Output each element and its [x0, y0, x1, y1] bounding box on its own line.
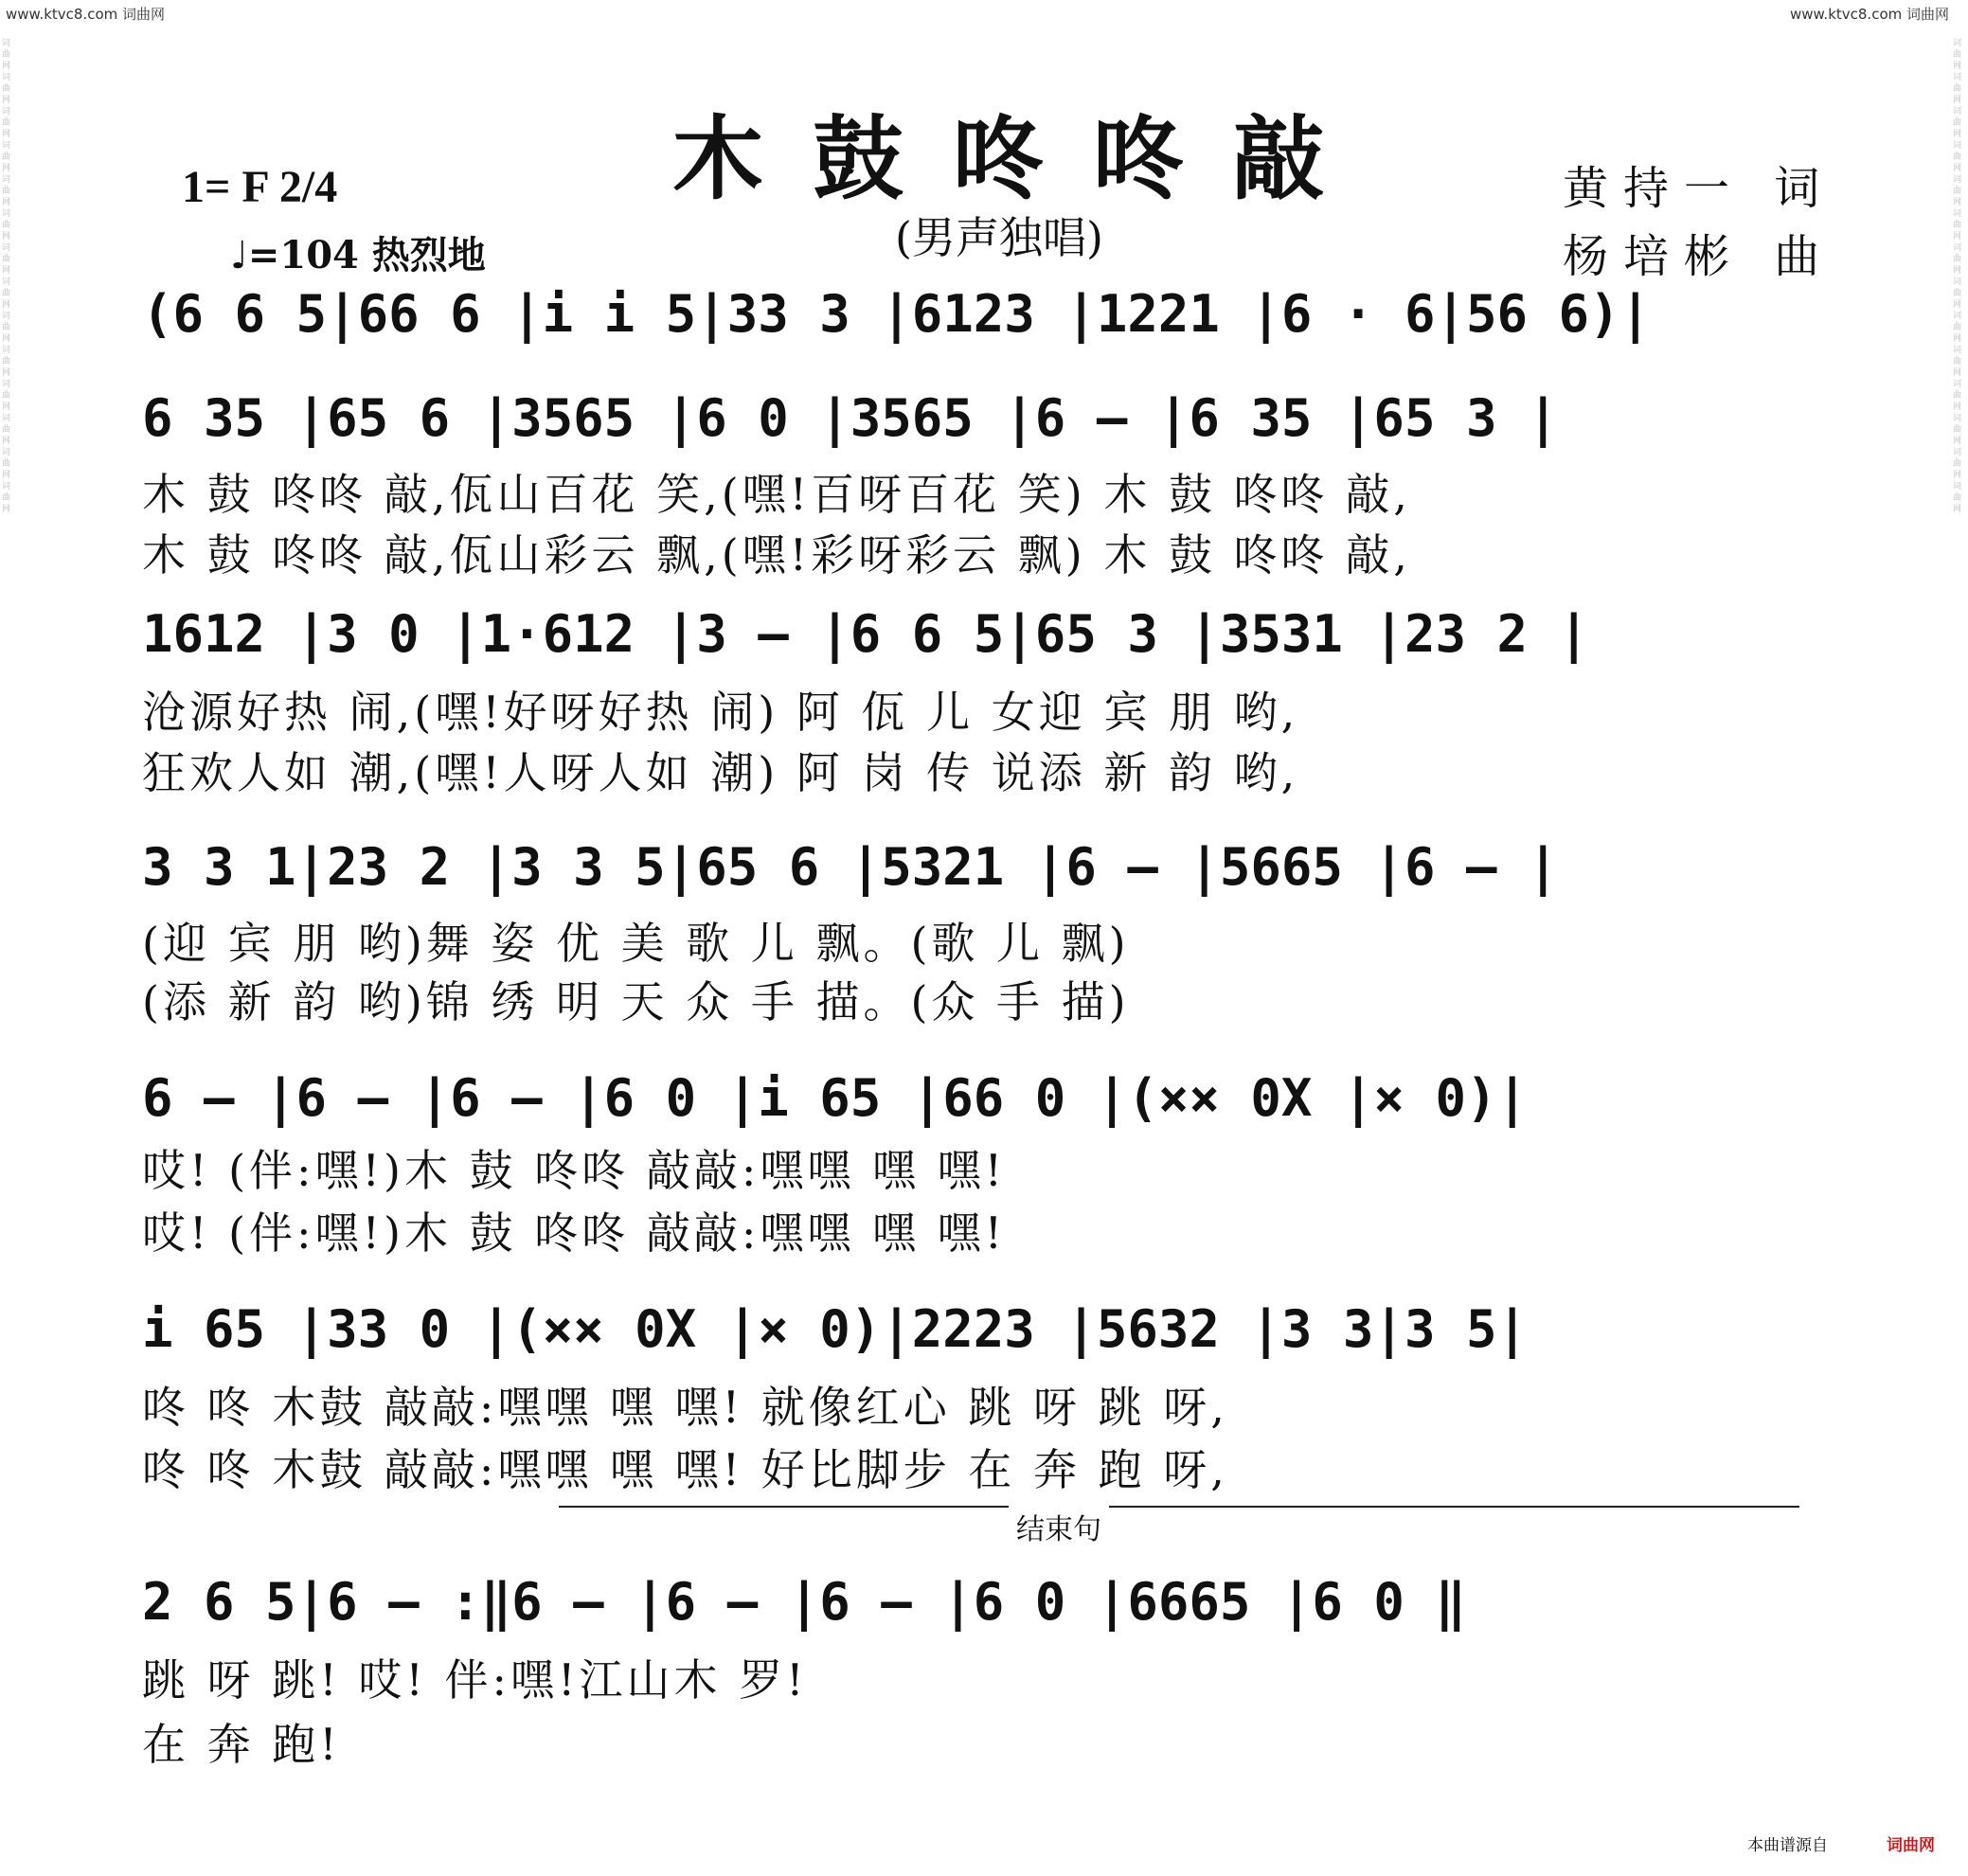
row-6-notes: 2 6 5|6 — :‖6 — |6 — |6 — |6 0 |6665 |6 0 ‖: [142, 1572, 1466, 1632]
row-3-lyrics-verse-1: (迎 宾 朋 哟)舞 姿 优 美 歌 儿 飘。(歌 儿 飘): [142, 918, 1130, 969]
subtitle: (男声独唱): [895, 212, 1103, 263]
intro-notes: (6 6 5|66 6 |i i 5|33 3 |6123 |1221 |6 · 6|56 6)|: [142, 284, 1652, 344]
key-signature: 1= F 2/4: [182, 162, 338, 212]
lyricist-credit: 黄持一 词: [1563, 162, 1835, 215]
tempo-marking: ♩=104 热烈地: [230, 233, 486, 277]
side-watermark-right: 词曲网词曲网词曲网词曲网词曲网词曲网词曲网词曲网词曲网词曲网词曲网词曲网词曲网词曲网: [1953, 39, 1962, 514]
ending-bracket: [559, 1506, 1799, 1536]
row-2-notes: 1612 |3 0 |1·612 |3 — |6 6 5|65 3 |3531 |23 2 |: [142, 604, 1590, 664]
row-4-notes: 6 — |6 — |6 — |6 0 |i 65 |66 0 |(×× 0X |× 0)|: [142, 1068, 1528, 1128]
row-4-lyrics-verse-1: 哎! (伴:嘿!)木 鼓 咚咚 敲敲:嘿嘿 嘿 嘿!: [142, 1145, 1007, 1196]
ending-label: 结束句: [1009, 1506, 1109, 1547]
watermark-right: www.ktvc8.com 词曲网: [1790, 6, 1950, 23]
row-5-lyrics-verse-2: 咚 咚 木鼓 敲敲:嘿嘿 嘿 嘿! 好比脚步 在 奔 跑 呀,: [142, 1444, 1228, 1495]
row-2-lyrics-verse-2: 狂欢人如 潮,(嘿!人呀人如 潮) 阿 岗 传 说添 新 韵 哟,: [142, 747, 1299, 798]
row-1-lyrics-verse-2: 木 鼓 咚咚 敲,佤山彩云 飘,(嘿!彩呀彩云 飘) 木 鼓 咚咚 敲,: [142, 529, 1411, 581]
song-title: 木鼓咚咚敲: [672, 105, 1373, 212]
footer-brand[interactable]: 词曲网: [1887, 1836, 1935, 1855]
row-3-notes: 3 3 1|23 2 |3 3 5|65 6 |5321 |6 — |5665 |6 — |: [142, 837, 1559, 897]
row-6-lyrics-verse-1: 跳 呀 跳! 哎! 伴:嘿!江山木 罗!: [142, 1654, 808, 1706]
row-3-lyrics-verse-2: (添 新 韵 哟)锦 绣 明 天 众 手 描。(众 手 描): [142, 976, 1130, 1027]
side-watermark-left: 词曲网词曲网词曲网词曲网词曲网词曲网词曲网词曲网词曲网词曲网词曲网词曲网词曲网词曲网: [2, 39, 11, 514]
row-1-notes: 6 35 |65 6 |3565 |6 0 |3565 |6 — |6 35 |65 3 |: [142, 388, 1559, 448]
row-2-lyrics-verse-1: 沧源好热 闹,(嘿!好呀好热 闹) 阿 佤 儿 女迎 宾 朋 哟,: [142, 687, 1299, 738]
row-1-lyrics-verse-1: 木 鼓 咚咚 敲,佤山百花 笑,(嘿!百呀百花 笑) 木 鼓 咚咚 敲,: [142, 469, 1411, 520]
row-5-notes: i 65 |33 0 |(×× 0X |× 0)|2223 |5632 |3 3|3 5|: [142, 1299, 1528, 1359]
composer-credit: 杨培彬 曲: [1563, 230, 1835, 283]
watermark-left: www.ktvc8.com 词曲网: [6, 6, 166, 23]
footer-source: 本曲谱源自: [1747, 1836, 1828, 1855]
row-5-lyrics-verse-1: 咚 咚 木鼓 敲敲:嘿嘿 嘿 嘿! 就像红心 跳 呀 跳 呀,: [142, 1382, 1228, 1433]
row-4-lyrics-verse-2: 哎! (伴:嘿!)木 鼓 咚咚 敲敲:嘿嘿 嘿 嘿!: [142, 1207, 1007, 1259]
row-6-lyrics-verse-2: 在 奔 跑!: [142, 1719, 341, 1770]
